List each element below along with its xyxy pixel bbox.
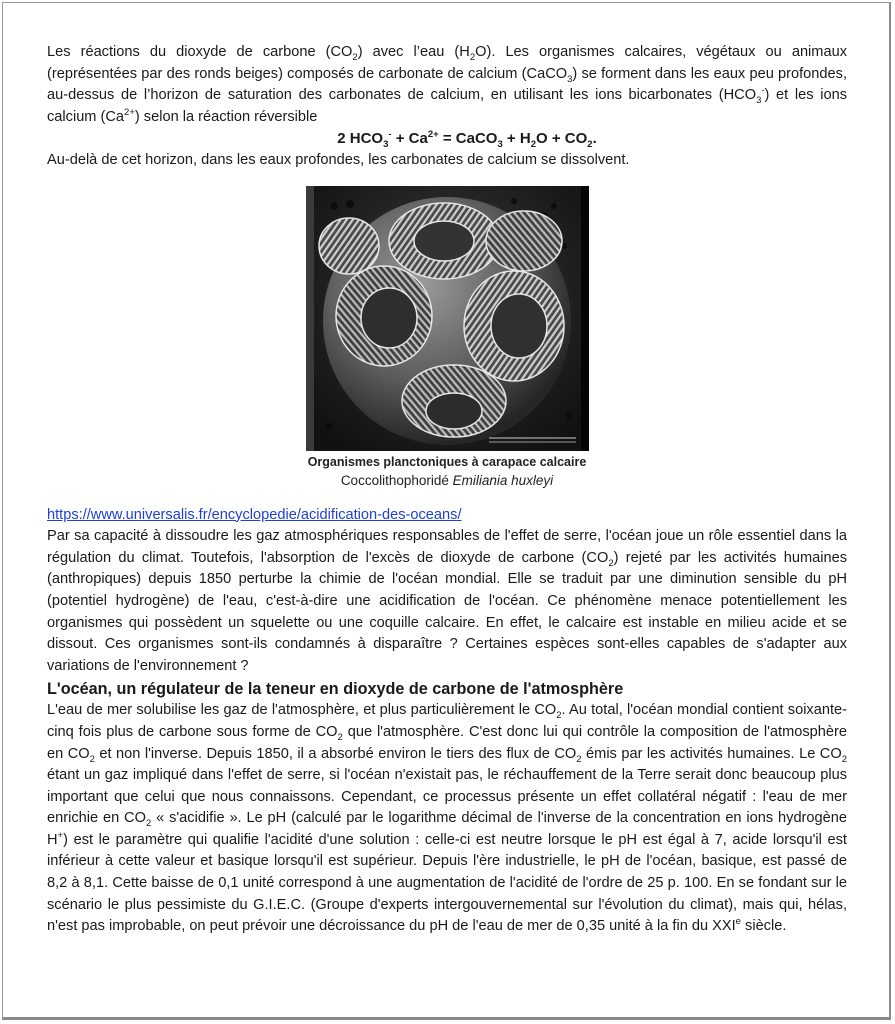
figure-caption-title: Organismes planctoniques à carapace calcaire <box>307 454 587 469</box>
genus-text: Coccolithophoridé <box>340 472 453 488</box>
text: . <box>592 130 597 148</box>
text: L'eau de mer solubilise les gaz de l'atmosphère, et plus particulièrement le CO <box>47 702 557 719</box>
superscript: - <box>388 129 392 141</box>
after-equation-text: Au-delà de cet horizon, dans les eaux profondes, les carbonates de calcium se dissolvent. <box>47 151 630 168</box>
section-heading: L'océan, un régulateur de la teneur en dioxyde de carbone de l'atmosphère <box>47 680 624 699</box>
text: ) est le paramètre qui qualifie l'acidité d'une solution : celle-ci est neutre lorsque le pH est égal à 7, acide lorsqu'il est inférieur à cette valeur et basique lorsqu'il est supérieur. Depuis l'ère industrielle, le pH de l'océan, basique, est passé de 8,2 à 8,1. Cette baisse de 0,1 unité correspond à une augmentation de l'acidité de l'ordre de 25 p. 100. En se fondant sur le scénario le plus pessimiste du G.I.E.C. (Groupe d'experts intergouvernemental sur l'évolution du climat), mais qui, hélas, n'est pas improbable, on peut prévoir une décroissance du pH de l'eau de mer de 0,35 unité à la fin du XXI <box>47 831 847 935</box>
paragraph-ocean-regulator <box>47 700 847 938</box>
text: ) selon la réaction réversible <box>134 108 318 125</box>
text: ) et les ions calcium (Ca <box>47 87 847 125</box>
subscript: 2 <box>530 139 536 151</box>
paragraph-ocean-acidification <box>47 526 847 677</box>
superscript: e <box>735 916 741 928</box>
subscript: 2 <box>89 753 95 765</box>
subscript: 3 <box>383 139 389 151</box>
superscript: 2+ <box>124 106 135 118</box>
coccolithophore-illustration <box>314 186 581 451</box>
text: Les réactions du dioxyde de carbone (CO <box>47 44 353 60</box>
text: Par sa capacité à dissoudre les gaz atmosphériques responsables de l'effet de serre, l'océan joue un rôle essentiel dans la régulation du climat. Toutefois, l'absorption de l'excès de dioxyde de carbone (CO <box>47 528 847 566</box>
text: émis par les activités humaines. Le CO <box>581 745 842 762</box>
subscript: 2 <box>608 557 614 569</box>
text: O + CO <box>536 130 588 148</box>
intro-paragraph <box>47 42 847 128</box>
subscript: 2 <box>337 731 343 743</box>
superscript: 2+ <box>427 129 439 141</box>
text: + Ca <box>391 130 428 148</box>
document-body <box>47 42 847 938</box>
superscript: + <box>57 830 64 842</box>
subscript: 2 <box>841 753 847 765</box>
subscript: 3 <box>756 95 762 107</box>
text: siècle. <box>740 918 787 935</box>
source-link[interactable]: https://www.universalis.fr/encyclopedie/acidification-des-oceans/ <box>47 506 462 523</box>
coccolithophore-image <box>306 186 589 451</box>
subscript: 2 <box>145 818 152 830</box>
subscript: 3 <box>567 73 573 85</box>
text: ) avec l’eau (H <box>357 44 470 60</box>
text: et non l'inverse. Depuis 1850, il a absorbé environ le tiers des flux de CO <box>94 745 577 762</box>
text: + H <box>502 130 531 148</box>
figure-caption-species <box>306 471 589 491</box>
superscript: - <box>761 85 765 97</box>
text: . Au total, l'océan mondial contient soixante-cinq fois plus de carbone sous forme de CO <box>47 702 847 740</box>
subscript: 2 <box>576 753 582 765</box>
figure <box>306 186 589 491</box>
text: « s'acidifie ». Le pH (calculé par le logarithme décimal de l'inverse de la concentration en ions hydrogène H <box>47 810 848 848</box>
text: ) se forment dans les eaux peu profondes, au-dessus de l’horizon de saturation des carbonates de calcium, en utilisant les ions bicarbonates (HCO <box>47 65 848 104</box>
text: O). Les organismes calcaires, végétaux ou animaux (représentées par des ronds beiges) composés de carbonate de calcium (CaCO <box>47 44 847 82</box>
species-name: Emiliania huxleyi <box>452 472 554 488</box>
subscript: 2 <box>587 139 593 151</box>
chemical-equation <box>47 128 847 150</box>
subscript: 2 <box>556 710 562 722</box>
text: ) rejeté par les activités humaines (anthropiques) depuis 1850 perturbe la chimie de l'océan mondial. Elle se traduit par une diminution sensible du pH (potentiel hydrogène) de l'eau, c'est-à-dire une acidification de l'océan. Ce phénomène menace potentiellement les organismes qui possèdent un squelette ou une coquille calcaire. En effet, le calcaire est instable en milieu acide et se dissout. Ces organismes sont-ils condamnés à disparaître ? Certaines espèces sont-elles capables de s'adapter aux variations de l'environnement ? <box>47 549 847 674</box>
text: étant un gaz impliqué dans l'effet de serre, si l'océan n'existait pas, le réchauffement de la Terre serait donc beaucoup plus important que celui que nous connaissons. Cependant, ce processus présente un effet collatéral négatif : l'eau de mer enrichie en CO <box>47 767 847 827</box>
text: = CaCO <box>438 130 498 148</box>
text: que l'atmosphère. C'est donc lui qui contrôle la composition de l'atmosphère en CO <box>47 723 848 762</box>
subscript: 2 <box>352 51 358 63</box>
subscript: 2 <box>469 51 476 63</box>
subscript: 3 <box>497 139 503 151</box>
text: 2 HCO <box>337 130 384 148</box>
